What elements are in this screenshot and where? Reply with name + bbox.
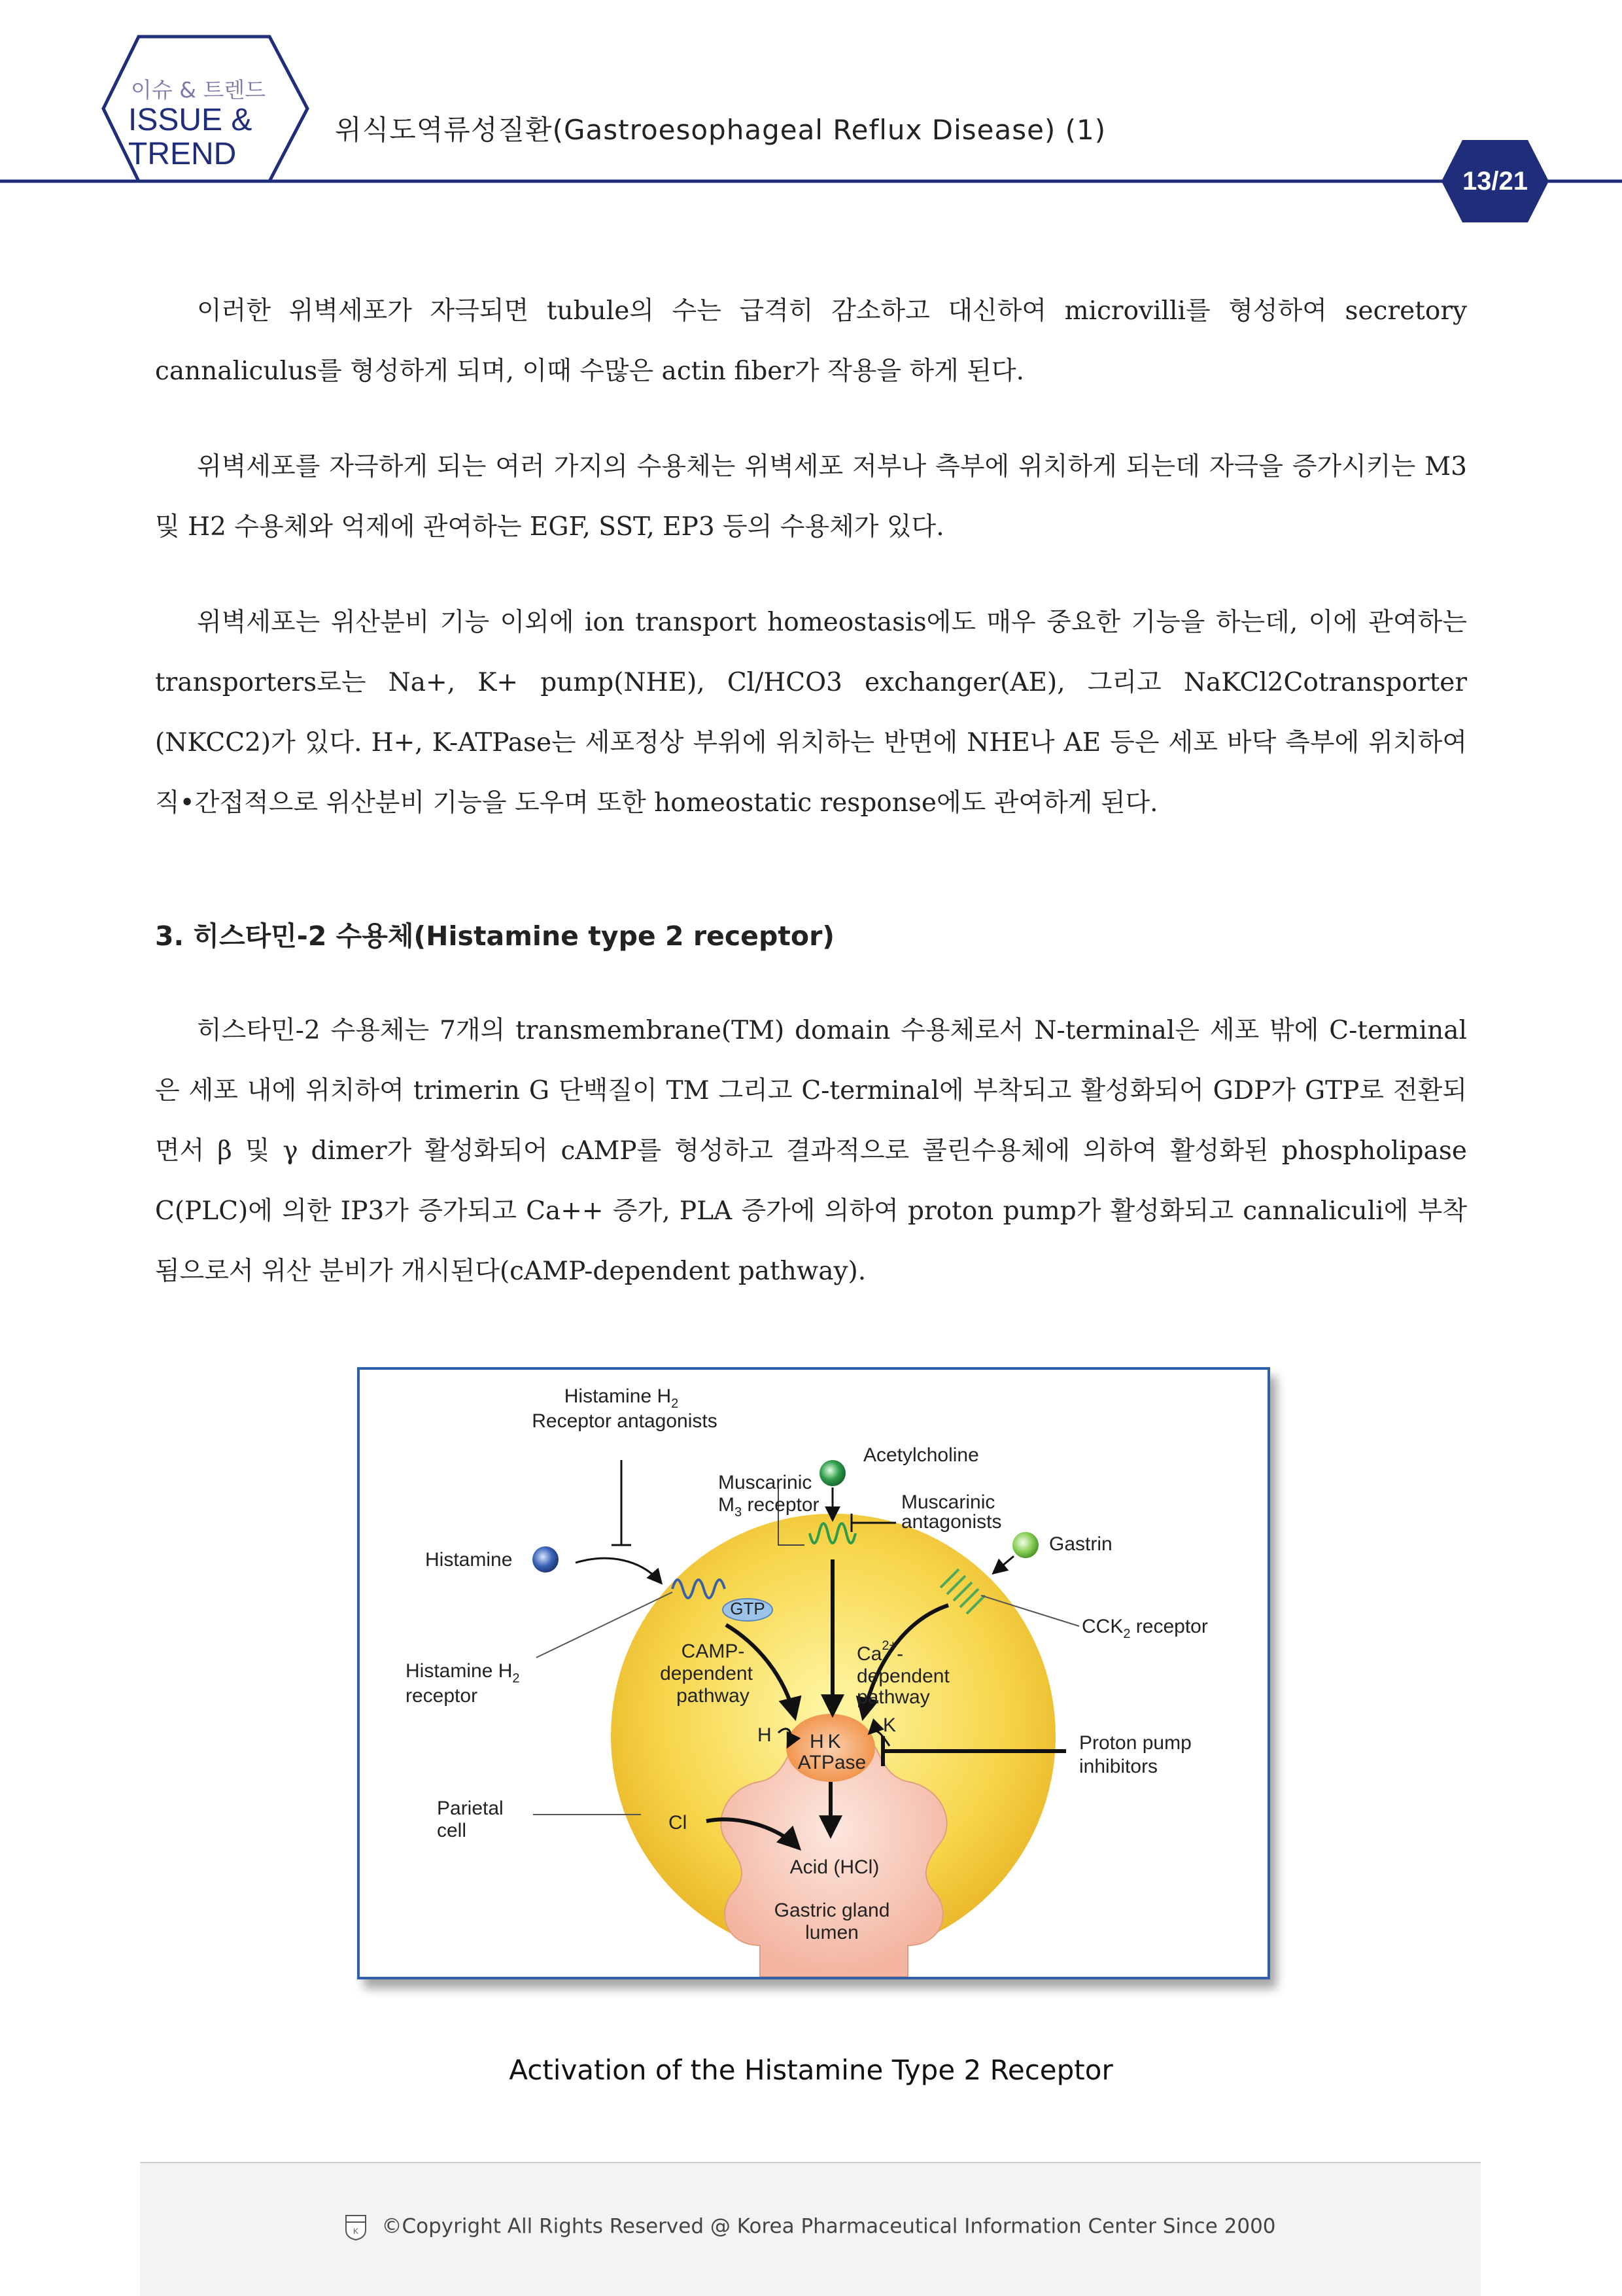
h2-antagonists-label: Histamine $H_2$ — [564, 1385, 679, 1411]
gastric-gland-label: Gastric gland — [774, 1900, 890, 1921]
paragraph-2: 위벽세포를 자극하게 되는 여러 가지의 수용체는 위벽세포 저부나 측부에 위치하게 되는데 자극을 증가시키는 M3 및 H2 수용체와 억제에 관여하는 EGF, SST, EP3 등의 수용체가 있다. — [155, 452, 1467, 542]
paragraph-1: 이러한 위벽세포가 자극되면 tubule의 수는 급격히 감소하고 대신하여 microvilli를 형성하여 secretory cannaliculus를 형성하게 되며, 이때 수많은 actin fiber가 작용을 하게 된다. — [155, 296, 1467, 386]
gtp-label: GTP — [730, 1599, 765, 1618]
copyright-line — [140, 2214, 1481, 2240]
histamine-label: Histamine — [425, 1549, 513, 1571]
cl-minus-label: Cl — [668, 1812, 687, 1834]
muscarinic-m3-label-2: $M_3$ receptor — [718, 1494, 820, 1520]
page-footer — [140, 2162, 1481, 2296]
gastrin-icon — [1012, 1532, 1039, 1558]
camp-pathway-label-2: dependent — [660, 1663, 753, 1684]
gastric-gland-label-2: lumen — [805, 1922, 859, 1943]
muscarinic-antagonists-label: Muscarinic — [901, 1491, 995, 1513]
histamine-arrow — [576, 1558, 661, 1582]
parietal-cell-label-2: cell — [437, 1820, 467, 1841]
acetylcholine-label: Acetylcholine — [863, 1444, 979, 1466]
document-title: 위식도역류성질환(Gastroesophageal Reflux Disease) (1) — [335, 114, 1107, 146]
figure-caption: Activation of the Histamine Type 2 Receptor — [509, 2054, 1113, 2086]
parietal-cell-diagram — [360, 1370, 1268, 1977]
ca-pathway-label-2: dependent — [857, 1665, 950, 1687]
h2-receptor-label-2: receptor — [406, 1685, 478, 1707]
ca-pathway-label: $Ca^{2+}-$ — [857, 1639, 904, 1665]
ppi-label: Proton pump — [1079, 1732, 1192, 1754]
paragraph-3: 위벽세포는 위산분비 기능 이외에 ion transport homeostasis에도 매우 중요한 기능을 하는데, 이에 관여하는 transporters로는 Na+, K+ pump(NHE), Cl/HCO3 exchanger(AE), 그리고 NaKCl2Cotransporter (NKCC2)가 있다. H+, K-ATPase는 세포정상 부위에 위치하는 반면에 NHE나 AE 등은 세포 바닥 측부에 위치하여 직•간접적으로 위산분비 기능을 도우며 또한 homeostatic response에도 관여하게 된다. — [155, 608, 1467, 818]
cck2-receptor-label: $CCK_2$ receptor — [1082, 1616, 1208, 1641]
section-heading: 3. 히스타민-2 수용체(Histamine type 2 receptor) — [155, 920, 835, 952]
h2-antagonists-label-2: Receptor antagonists — [532, 1410, 717, 1432]
issue-trend-korean-label: 이슈 & 트렌드 — [131, 77, 266, 103]
acid-label: Acid (HCl) — [789, 1856, 880, 1878]
k-plus-label: K — [883, 1714, 897, 1736]
issue-label: ISSUE & — [128, 103, 252, 137]
issue-trend-logo — [128, 103, 252, 171]
ca-pathway-label-3: pathway — [857, 1686, 930, 1708]
h2-receptor-label: Histamine $H_2$ — [406, 1660, 520, 1686]
histamine-receptor-figure — [357, 1367, 1270, 1979]
copyright-text: ©Copyright All Rights Reserved @ Korea Pharmaceutical Information Center Since 2000 — [381, 2214, 1276, 2238]
h-plus-label: H — [757, 1724, 772, 1746]
page-number-badge: 13/21 — [1462, 167, 1528, 196]
gastrin-label: Gastrin — [1049, 1533, 1113, 1555]
histamine-icon — [532, 1546, 559, 1573]
paragraph-4: 히스타민-2 수용체는 7개의 transmembrane(TM) domain 수용체로서 N-terminal은 세포 밖에 C-terminal은 세포 내에 위치하여 trimerin G 단백질이 TM 그리고 C-terminal에 부착되고 활성화되어 GDP가 GTP로 전환되면서 β 및 γ dimer가 활성화되어 cAMP를 형성하고 결과적으로 콜린수용체에 의하여 활성화된 phospholipase C(PLC)에 의한 IP3가 증가되고 Ca++ 증가, PLA 증가에 의하여 proton pump가 활성화되고 cannaliculi에 부착됨으로서 위산 분비가 개시된다(cAMP-dependent pathway). — [155, 1016, 1467, 1286]
acetylcholine-icon — [820, 1460, 846, 1486]
camp-pathway-label: CAMP- — [681, 1641, 745, 1662]
hk-atpase-label: H K — [810, 1731, 841, 1752]
parietal-cell-label: Parietal — [437, 1798, 504, 1819]
hk-atpase-label-2: ATPase — [797, 1752, 867, 1773]
gastrin-arrow — [994, 1556, 1014, 1573]
camp-pathway-label-3: pathway — [676, 1685, 750, 1707]
svg-text:K: K — [353, 2227, 359, 2236]
muscarinic-antagonists-label-2: antagonists — [901, 1511, 1002, 1533]
page-header — [0, 0, 1622, 229]
ppi-label-2: inhibitors — [1079, 1756, 1158, 1777]
kpic-logo-icon — [345, 2214, 367, 2240]
trend-label: TREND — [128, 137, 237, 171]
muscarinic-m3-label: Muscarinic — [718, 1472, 812, 1493]
